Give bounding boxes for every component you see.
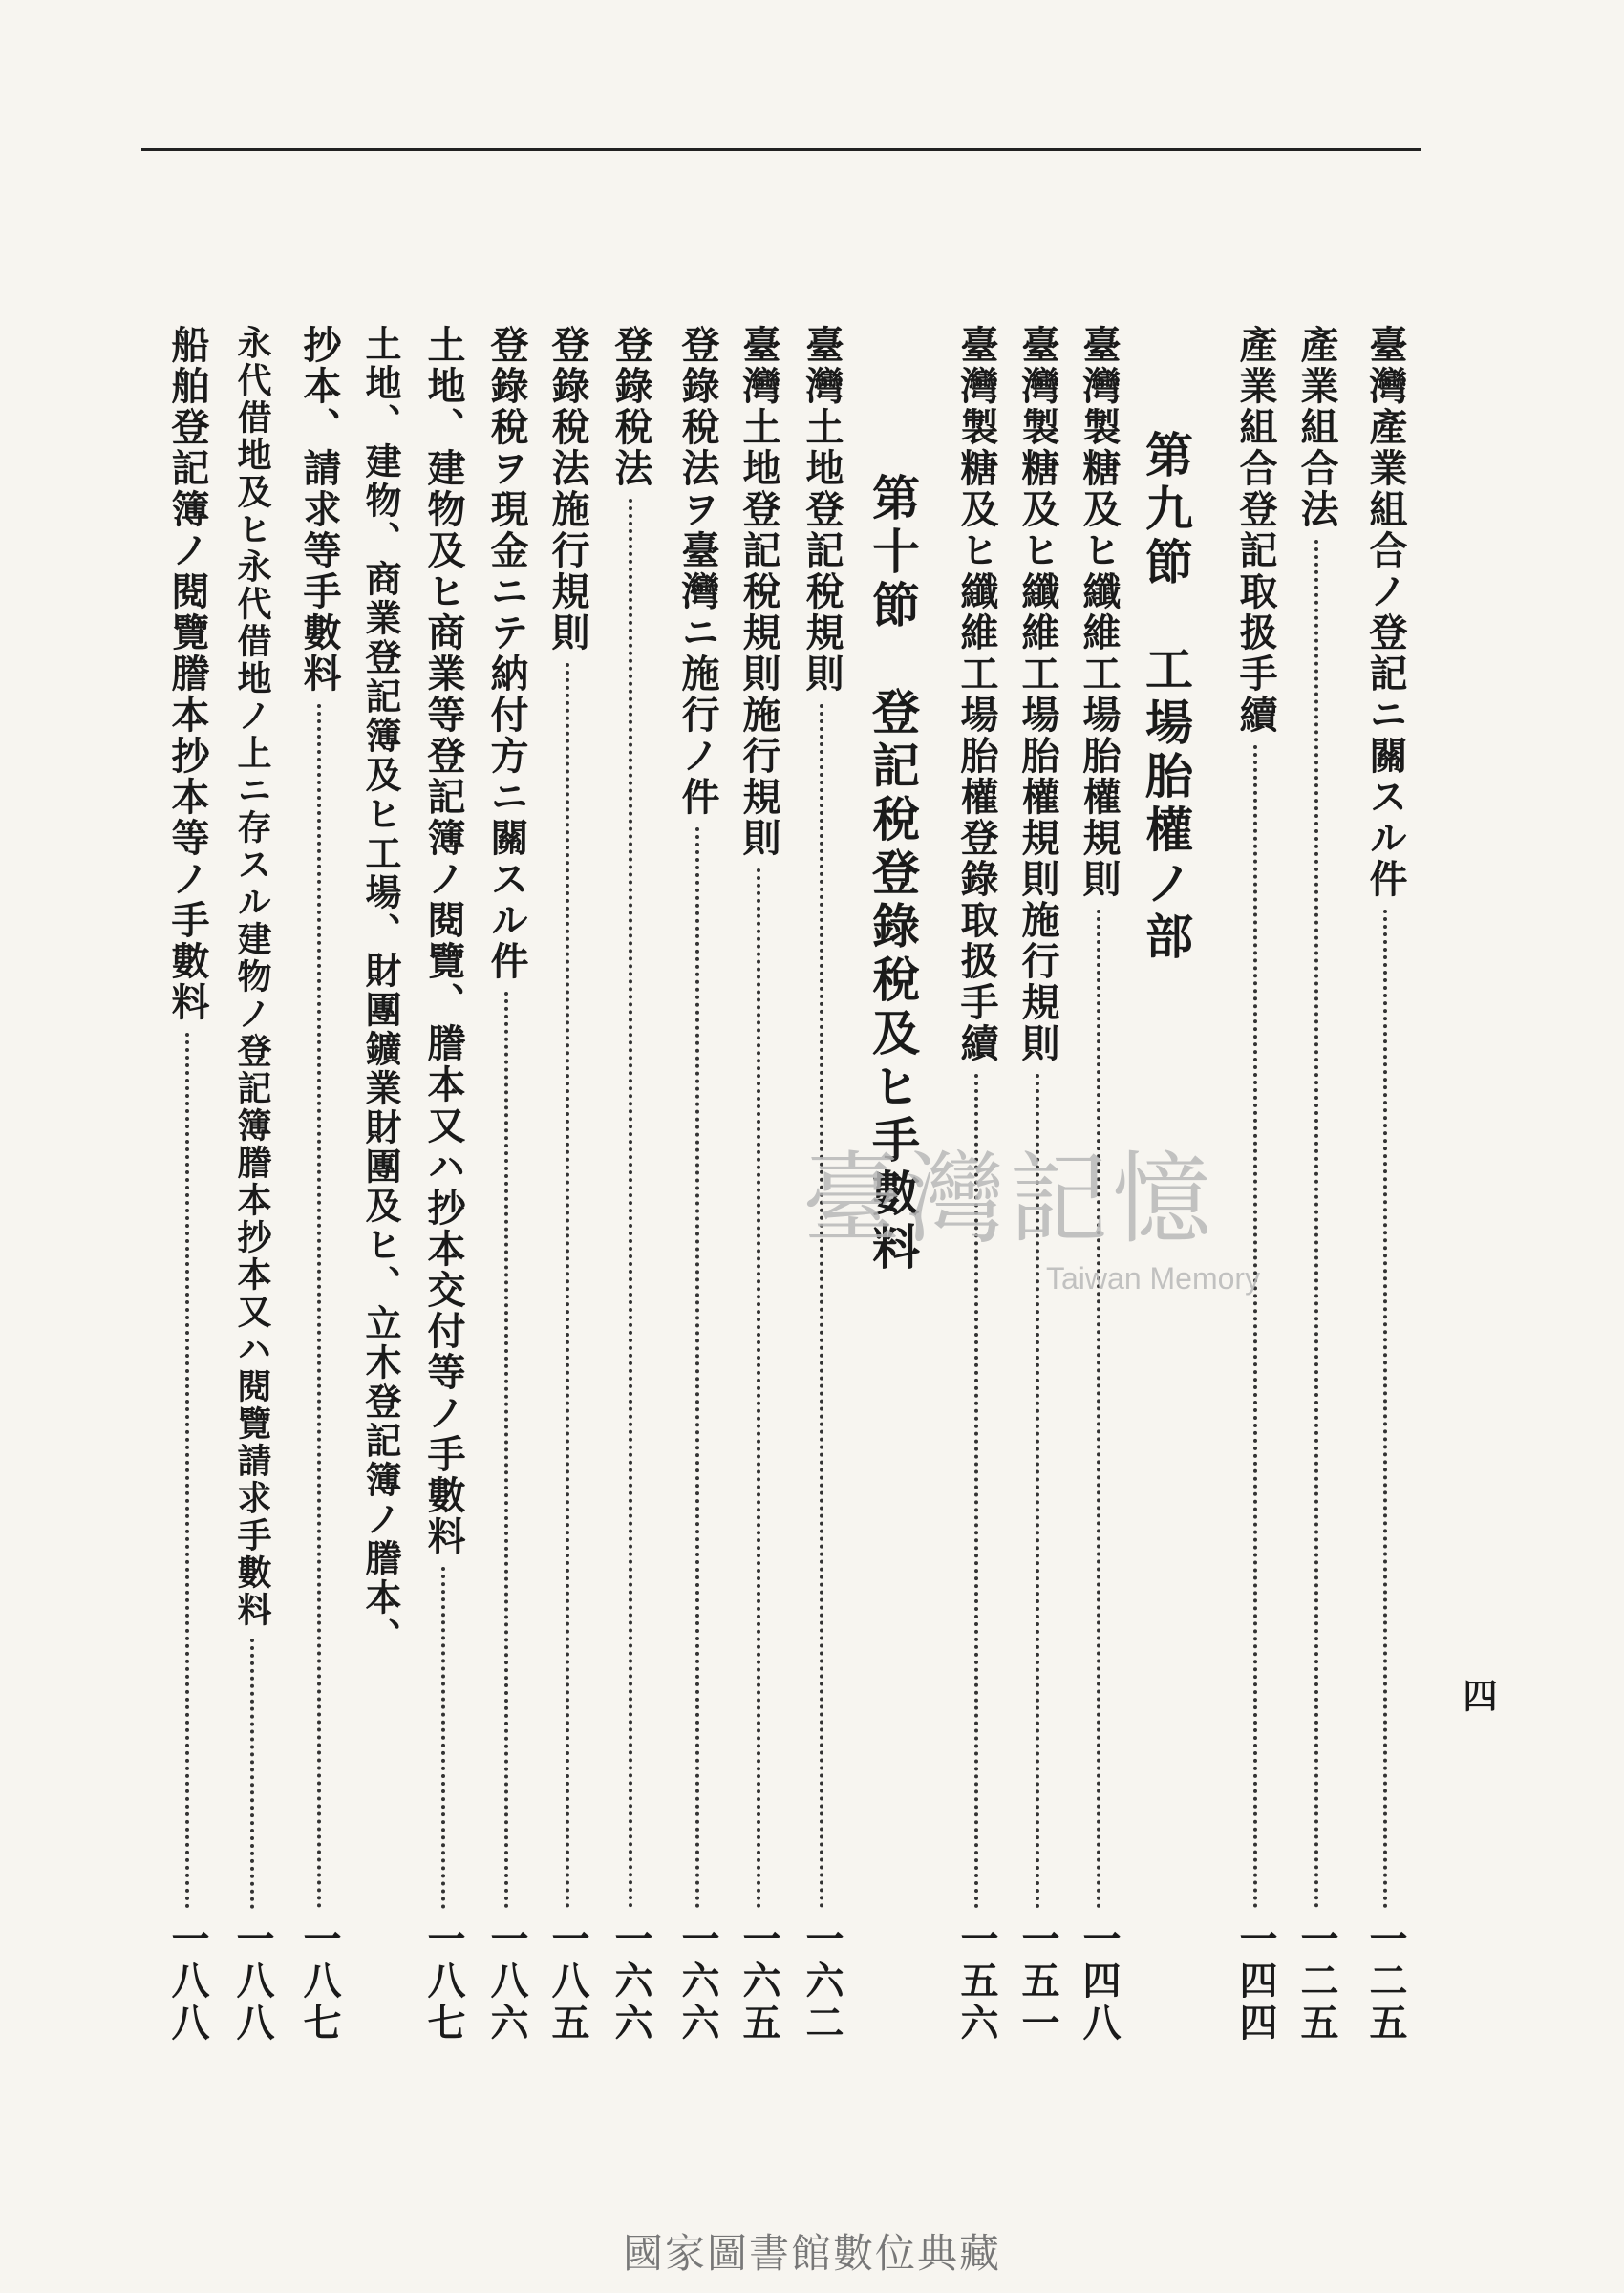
toc-entry <box>604 325 657 2045</box>
toc-entry-page: 一八八 <box>165 1918 210 2045</box>
toc-entry-title: 登錄稅法 <box>609 325 653 489</box>
watermark-text-en: Taiwan Memory <box>1046 1261 1261 1296</box>
toc-entry-title: 臺灣製糖及ヒ纖維工場胎權規則 <box>1077 325 1122 900</box>
page-number: 四 <box>1458 1678 1498 1712</box>
dot-leader <box>1097 910 1100 1909</box>
toc-entry-page: 一二五 <box>1363 1918 1408 2045</box>
toc-entry-page: 一二五 <box>1294 1918 1339 2045</box>
toc-entry-page: 一八八 <box>230 1918 275 2045</box>
toc-entry-title: 登錄稅ヲ現金ニテ納付方ニ關スル件 <box>484 325 529 982</box>
toc-entry-page: 一六六 <box>609 1918 653 2045</box>
toc-entry-title: 臺灣產業組合ノ登記ニ關スル件 <box>1363 325 1408 900</box>
toc-entry-page: 一八七 <box>421 1918 466 2045</box>
section-heading: 第十節 登記稅登錄稅及ヒ手數料 <box>865 473 921 1275</box>
toc-entry <box>732 325 785 2045</box>
toc-entry-page: 一八五 <box>545 1918 590 2045</box>
toc-entry-page: 一五六 <box>954 1918 999 2045</box>
toc-entry-page: 一八六 <box>484 1918 529 2045</box>
toc-entry-page: 一八七 <box>297 1918 342 2045</box>
toc-entry-title: 登錄稅法施行規則 <box>545 325 590 654</box>
toc-entry <box>292 325 346 2045</box>
dot-leader <box>441 1567 445 1909</box>
toc-entry-title: 登錄稅法ヲ臺灣ニ施行ノ件 <box>675 325 720 818</box>
toc-entry <box>541 325 594 2045</box>
toc-entry-title: 臺灣製糖及ヒ纖維工場胎權規則施行規則 <box>1015 325 1060 1064</box>
toc-entry <box>1229 325 1282 2045</box>
toc-entry-page: 一四四 <box>1233 1918 1278 2045</box>
dot-leader <box>820 704 823 1909</box>
toc-entry-title: 產業組合登記取扱手續 <box>1233 325 1278 736</box>
toc-entry <box>1290 325 1343 2045</box>
toc-entry-title: 土地、建物、商業登記簿及ヒ工場、財團鑛業財團及ヒ、立木登記簿ノ謄本、 <box>359 325 402 1657</box>
section-heading: 第九節 工場胎權ノ部 <box>1138 430 1194 965</box>
toc-entry <box>160 325 214 2045</box>
toc-entry <box>353 325 407 2045</box>
toc-entry-page: 一六二 <box>800 1918 844 2045</box>
dot-leader <box>629 499 632 1909</box>
dot-leader <box>504 992 508 1909</box>
dot-leader <box>566 663 569 1909</box>
toc-entry <box>671 325 724 2045</box>
toc-entry-title: 永代借地及ヒ永代借地ノ上ニ存スル建物ノ登記簿謄本抄本又ハ閱覽請求手數料 <box>232 325 272 1629</box>
toc-entry-title: 臺灣土地登記稅規則施行規則 <box>737 325 781 859</box>
dot-leader <box>317 704 321 1909</box>
dot-leader <box>1383 910 1387 1909</box>
toc-entry-title: 土地、建物及ヒ商業等登記簿ノ閱覽、謄本又ハ抄本交付等ノ手數料 <box>421 325 466 1557</box>
toc-entry <box>480 325 533 2045</box>
toc-entry-title: 臺灣土地登記稅規則 <box>800 325 844 695</box>
watermark-text-zh: 臺灣記憶 <box>802 1141 1216 1257</box>
dot-leader <box>757 868 760 1909</box>
toc-entry-title: 船舶登記簿ノ閱覽謄本抄本等ノ手數料 <box>165 325 210 1023</box>
toc-entry-title: 產業組合法 <box>1294 325 1339 530</box>
dot-leader <box>185 1033 189 1909</box>
toc-entry <box>417 325 470 2045</box>
toc-entry-title: 臺灣製糖及ヒ纖維工場胎權登錄取扱手續 <box>954 325 999 1064</box>
dot-leader <box>695 827 699 1909</box>
dot-leader <box>250 1639 254 1909</box>
toc-entry-title: 抄本、請求等手數料 <box>297 325 342 695</box>
toc-entry-page: 一六六 <box>675 1918 720 2045</box>
toc-entry-page: 一六五 <box>737 1918 781 2045</box>
footer-credit: 國家圖書館數位典藏 <box>622 2230 1001 2277</box>
toc-entry-page: 一五一 <box>1015 1918 1060 2045</box>
header-rule <box>141 148 1421 151</box>
toc-entry <box>225 325 279 2045</box>
dot-leader <box>1253 745 1257 1909</box>
watermark-logo <box>802 1141 1261 1296</box>
dot-leader <box>1314 540 1318 1909</box>
toc-entry <box>1358 325 1412 2045</box>
toc-entry-page: 一四八 <box>1077 1918 1122 2045</box>
